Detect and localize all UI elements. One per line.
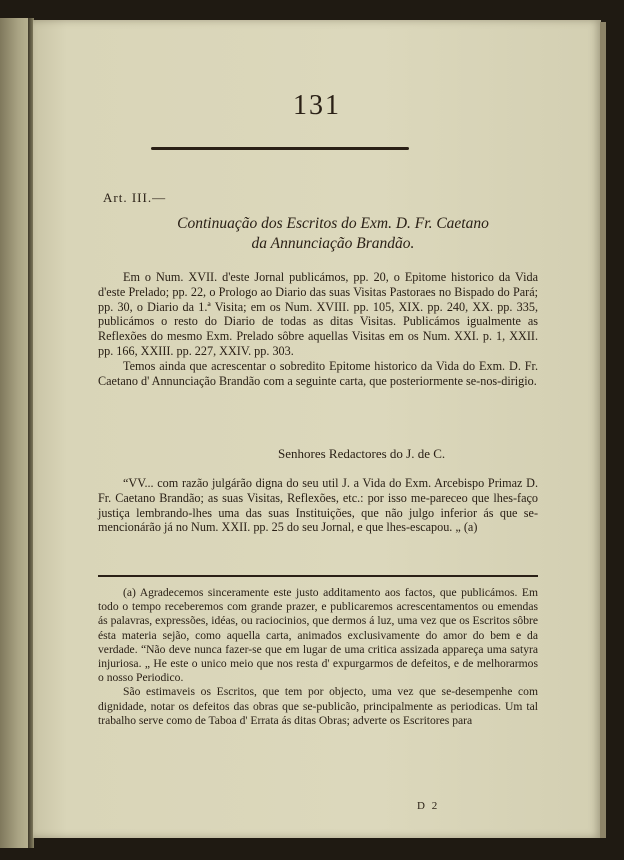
salutation: Senhores Redactores do J. de C. [278,446,446,461]
footnote-rule [98,575,538,577]
quote-paragraph: “VV... com razão julgárão digna do seu util J. a Vida do Exm. Arcebispo Primaz D. Fr. Caetano Brandão; as suas Visitas, Reflexões, etc.: por isso me-pareceo que lhes-faço justiça lembrando-lhes uma das suas Instituições, que não julgo inferior ás que se-mencionárão já no Num. XXII. pp. 25 do seu Jornal, e que lhes-escapou. „ (a) [98,476,538,535]
paragraph-2: Temos ainda que acrescentar o sobredito Epitome historico da Vida do Exm. D. Fr. Caetano d' Annunciação Brandão com a seguinte carta, que posteriormente se-nos-dirigio. [98,358,538,388]
letter-quote [98,476,538,535]
facing-page-edge [0,18,30,848]
footnote-continuation: São estimaveis os Escritos, que tem por objecto, uma vez que se-desempenhe com dignidade, notar os defeitos das obras que se-publicão, principalmente as periodicas. Um tal trabalho serve como de Taboa d' Errata ás ditas Obras; adverte os Escritores para [98,685,538,727]
signature-mark: D 2 [417,800,440,812]
page-edge [600,22,606,838]
footnote-a: (a) Agradecemos sinceramente este justo additamento aos factos, que publicámos. Em todo o tempo receberemos com grande prazer, e publicaremos acrescentamentos ou emendas ás palavras, expressões, idéas, ou raciocinios, que dermos á luz, uma vez que os Escritos sôbre ésta materia sejão, como aquella carta, animados exclusivamente do amor do bem e da verdade. “Não deve nunca fazer-se que em lugar de uma critica assizada appareça uma satyra injuriosa. „ He este o unico meio que nos resta d' expurgarmos de defeitos, e de melhorarmos o nosso Periodico. [98,586,538,685]
paragraph-1: Em o Num. XVII. d'este Jornal publicámos, pp. 20, o Epitome historico da Vida d'este Prelado; pp. 22, o Prologo ao Diario das suas Visitas Pastoraes no Bispado do Pará; pp. 30, o Diario da 1.ª Visita; em os Num. XVIII. pp. 105, XIX. pp. 240, XX. pp. 335, publicámos o resto do Diario de todas as ditas Visitas. Publicámos igualmente as Reflexões do mesmo Exm. Prelado sôbre aquellas Visitas em os Num. XXI. p. 1, XXII. pp. 166, XXIII. pp. 227, XXIV. pp. 303. [98,270,538,358]
body-text [98,270,538,388]
page-number: 131 [293,90,341,121]
title-line-1: Continuação dos Escritos do Exm. D. Fr. Caetano [177,215,489,232]
title-line-2: da Annunciação Brandão. [251,235,415,252]
book-page [33,20,601,838]
article-label: Art. III.— [103,190,167,205]
header-rule [151,147,409,150]
article-title [93,214,573,254]
footnotes [98,586,538,728]
